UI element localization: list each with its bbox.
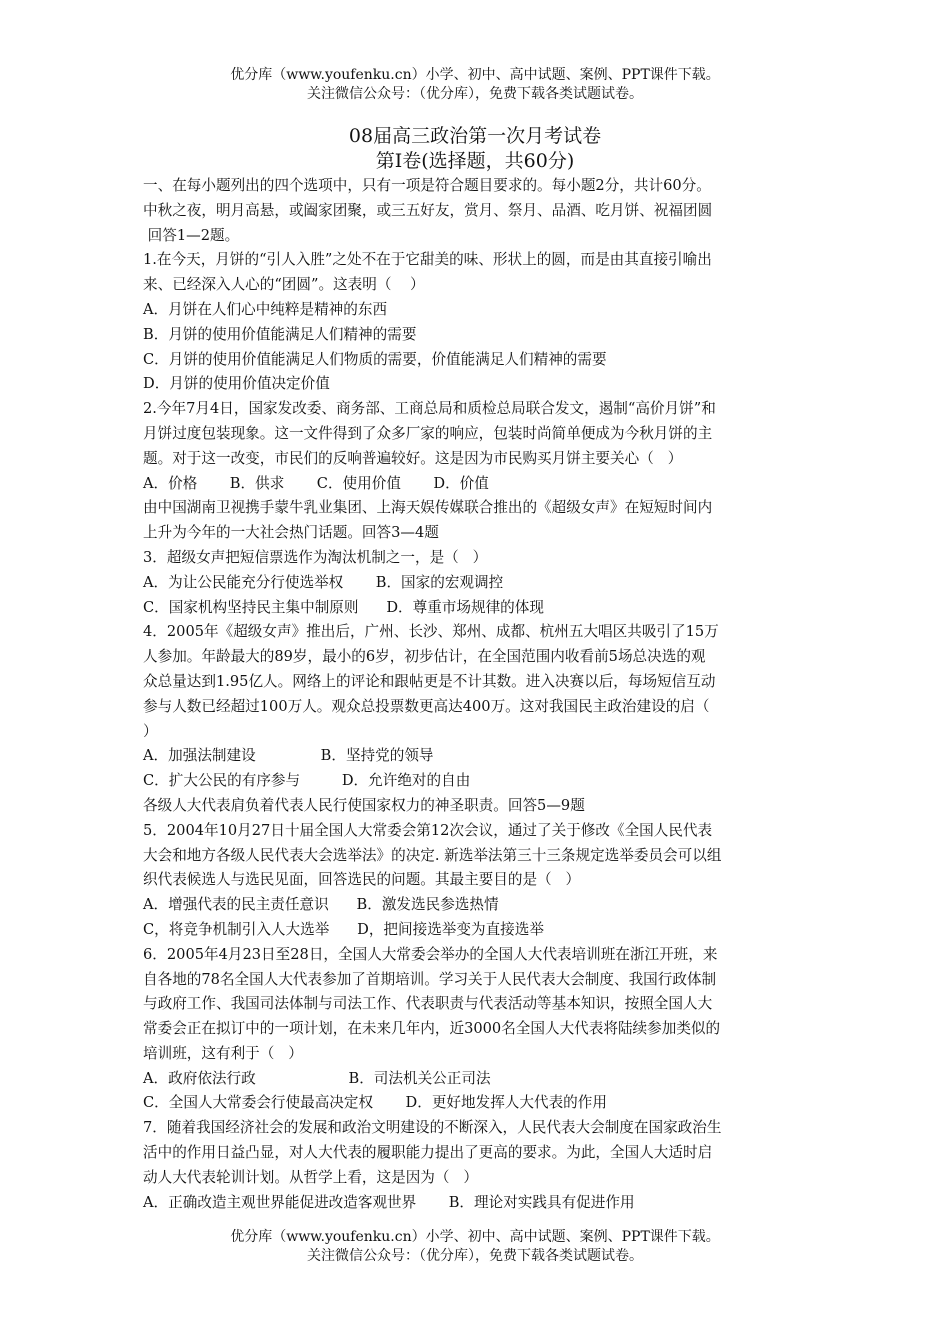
exam-title: 08届高三政治第一次月考试卷 [348,125,602,147]
text-line: D．月饼的使用价值决定价值 [143,375,330,393]
footer-line-2: 关注微信公众号：（优分库），免费下载各类试题试卷。 [307,1248,643,1264]
text-line: A．加强法制建设 B．坚持党的领导 [143,747,434,765]
text-line: 中秋之夜，明月高悬，或阖家团聚，或三五好友，赏月、祭月、品酒、吃月饼、祝福团圆 [143,201,713,219]
text-line: 人参加。年龄最大的89岁，最小的6岁，初步估计，在全国范围内收看前5场总决选的观 [143,648,706,666]
header-line-2: 关注微信公众号：（优分库），免费下载各类试题试卷。 [307,86,643,102]
text-line: 自各地的78名全国人大代表参加了首期培训。学习关于人民代表大会制度、我国行政体制 [143,970,717,988]
text-line: A．月饼在人们心中纯粹是精神的东西 [143,300,388,318]
header-line-1: 优分库（www.youfenku.cn）小学、初中、高中试题、案例、PPT课件下载。 [230,67,720,83]
text-line: 题。对于这一改变，市民们的反响普遍较好。这是因为市民购买月饼主要关心（ ） [143,449,683,467]
page-footer [0,1228,950,1266]
text-line: 一、在每小题列出的四个选项中，只有一项是符合题目要求的。每小题2分，共计60分。 [143,177,711,194]
text-line: 上升为今年的一大社会热门话题。回答3—4题 [143,524,439,542]
text-line: C．全国人大常委会行使最高决定权 D．更好地发挥人大代表的作用 [143,1094,607,1112]
text-line: 常委会正在拟订中的一项计划，在未来几年内，近3000名全国人大代表将陆续参加类似的 [143,1020,721,1038]
text-line: C．月饼的使用价值能满足人们物质的需要，价值能满足人们精神的需要 [143,350,607,368]
text-line: 1.在今天，月饼的“引人入胜”之处不在于它甜美的味、形状上的圆，而是由其直接引喻出 [143,251,712,269]
text-line: 参与人数已经超过100万人。观众总投票数更高达400万。这对我国民主政治建设的启（ [143,697,710,715]
text-line: 4．2005年《超级女声》推出后，广州、长沙、郑州、成都、杭州五大唱区共吸引了15万 [143,623,719,641]
text-line: A．为让公民能充分行使选举权 B．国家的宏观调控 [143,573,504,591]
text-line: 来、已经深入人心的“团圆”。这表明（ ） [143,276,425,294]
text-line: C，将竞争机制引入人大选举 D，把间接选举变为直接选举 [143,920,544,938]
text-line: 7．随着我国经济社会的发展和政治文明建设的不断深入，人民代表大会制度在国家政治生 [143,1119,722,1137]
text-line: 各级人大代表肩负着代表人民行使国家权力的神圣职责。回答5—9题 [143,796,585,814]
exam-subtitle: 第I卷(选择题，共60分) [375,150,575,172]
page-header [0,66,950,104]
text-line: B．月饼的使用价值能满足人们精神的需要 [143,325,417,343]
text-line: 月饼过度包装现象。这一文件得到了众多厂家的响应，包装时尚简单便成为今秋月饼的主 [143,424,713,442]
text-line: 6．2005年4月23日至28日，全国人大常委会举办的全国人大代表培训班在浙江开班，来 [143,945,718,963]
text-line: ） [143,722,158,740]
text-line: A．增强代表的民主责任意识 B．激发选民参选热情 [143,896,499,914]
text-line: 回答1—2题。 [143,226,240,244]
text-line: 3．超级女声把短信票选作为淘汰机制之一，是（ ） [143,548,488,566]
footer-line-1: 优分库（www.youfenku.cn）小学、初中、高中试题、案例、PPT课件下载。 [230,1229,720,1245]
text-line: 2.今年7月4日，国家发改委、商务部、工商总局和质检总局联合发文，遏制“高价月饼”和 [143,400,716,418]
text-line: 培训班，这有利于（ ） [143,1044,303,1062]
text-line: C．国家机构坚持民主集中制原则 D．尊重市场规律的体现 [143,598,544,616]
text-line: 众总量达到1.95亿人。网络上的评论和跟帖更是不计其数。进入决赛以后，每场短信互动 [143,672,716,690]
text-line: 与政府工作、我国司法体制与司法工作、代表职责与代表活动等基本知识，按照全国人大 [143,995,713,1013]
text-line: 活中的作用日益凸显，对人大代表的履职能力提出了更高的要求。为此，全国人大适时启 [143,1144,713,1162]
text-line: C．扩大公民的有序参与 D．允许绝对的自由 [143,772,471,790]
document-body [143,174,811,1215]
text-line: 织代表候选人与选民见面，回答选民的问题。其最主要目的是（ ） [143,871,581,889]
text-line: A．正确改造主观世界能促进改造客观世界 B．理论对实践具有促进作用 [143,1193,635,1211]
text-line: 大会和地方各级人民代表大会选举法》的决定. 新选举法第三十三条规定选举委员会可以组 [143,846,722,864]
text-line: A．政府依法行政 B．司法机关公正司法 [143,1069,491,1087]
text-line: 动人大代表轮训计划。从哲学上看，这是因为（ ） [143,1168,478,1186]
text-line: 由中国湖南卫视携手蒙牛乳业集团、上海天娱传媒联合推出的《超级女声》在短短时间内 [143,499,713,517]
text-line: A．价格 B．供求 C．使用价值 D．价值 [143,474,489,492]
text-line: 5．2004年10月27日十届全国人大常委会第12次会议，通过了关于修改《全国人民代表 [143,821,713,839]
